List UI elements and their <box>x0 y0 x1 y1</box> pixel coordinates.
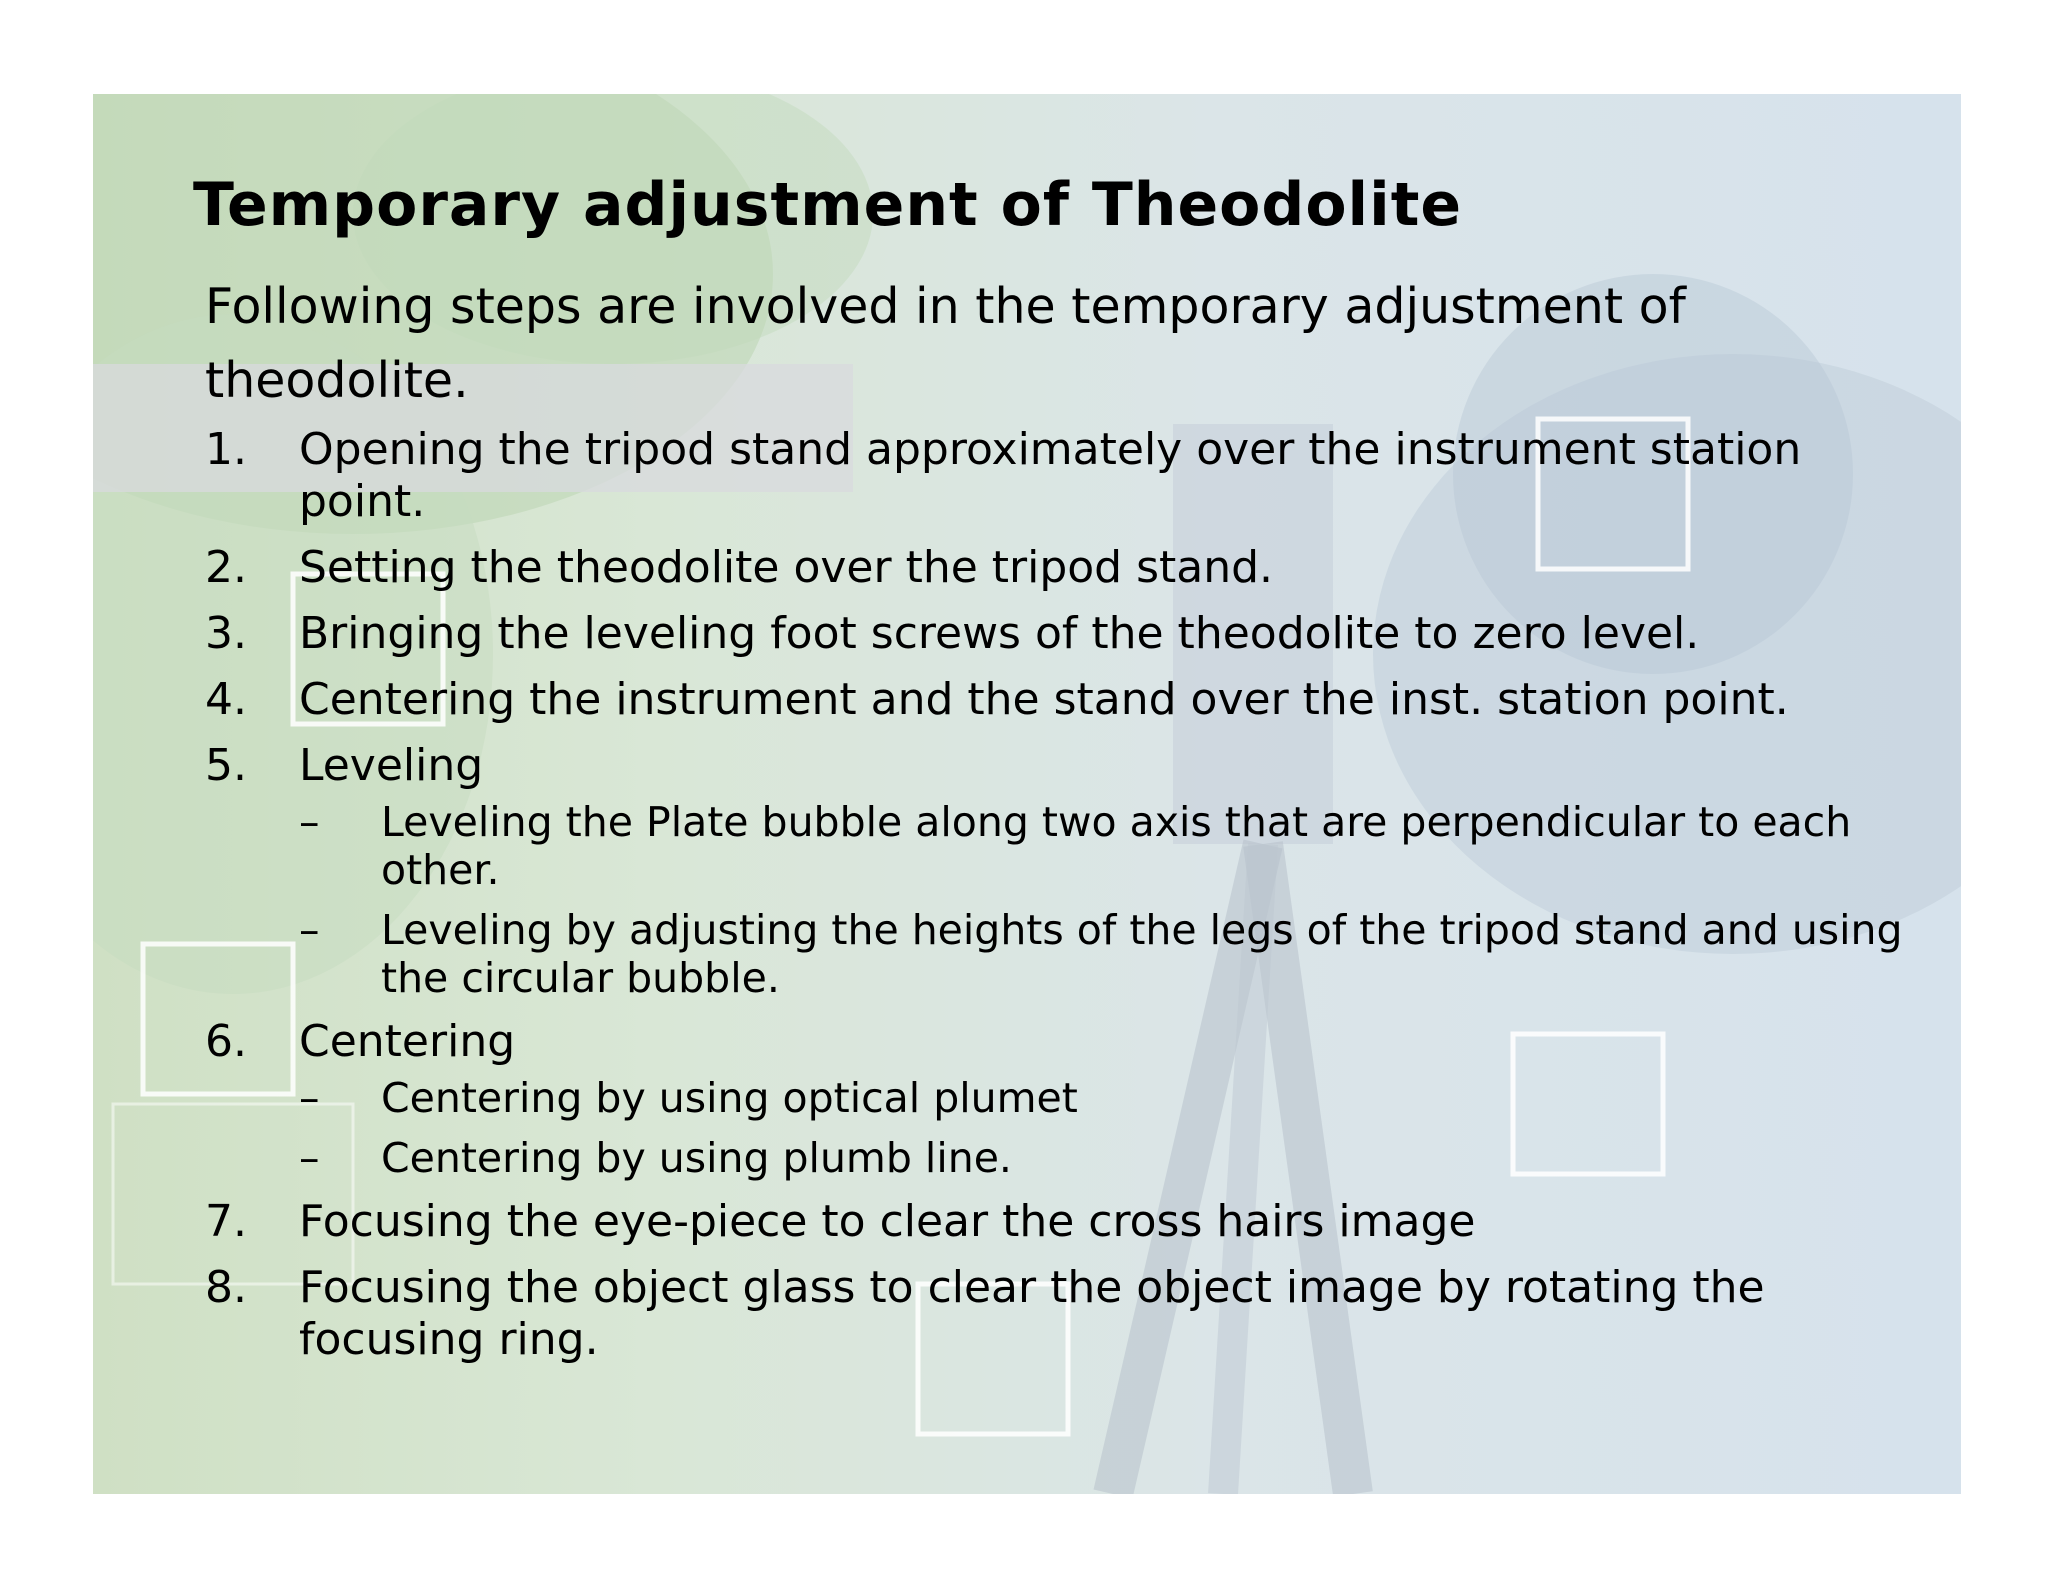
substep-text: Leveling by adjusting the heights of the legs of the tripod stand and using the circular bubble. <box>381 906 1903 1002</box>
intro-text: Following steps are involved in the temporary adjustment of theodolite. <box>205 278 1686 409</box>
list-item-step-1 <box>205 424 1925 528</box>
list-item-substep <box>299 798 1925 894</box>
list-item-step-6 <box>205 1016 1925 1182</box>
list-item-step-7 <box>205 1196 1925 1248</box>
slide-title: Temporary adjustment of Theodolite <box>193 170 1463 240</box>
substep-text: Centering by using optical plumet <box>381 1074 1078 1122</box>
step-text: Leveling <box>299 740 484 791</box>
list-item-step-5 <box>205 740 1925 1002</box>
substep-text: Centering by using plumb line. <box>381 1134 1012 1182</box>
step-text: Centering <box>299 1016 516 1067</box>
list-item-substep <box>299 906 1925 1002</box>
list-item-step-2 <box>205 542 1925 594</box>
list-item-step-8 <box>205 1262 1925 1366</box>
step-number: 4. <box>205 674 247 725</box>
step-text: Focusing the object glass to clear the object image by rotating the focusing ring. <box>299 1262 1765 1365</box>
step-number: 7. <box>205 1196 247 1247</box>
step-number: 3. <box>205 608 247 659</box>
step-number: 5. <box>205 740 247 791</box>
sub-list <box>299 1074 1925 1182</box>
list-item-substep <box>299 1134 1925 1182</box>
step-text: Setting the theodolite over the tripod stand. <box>299 542 1274 593</box>
list-item-step-3 <box>205 608 1925 660</box>
step-number: 2. <box>205 542 247 593</box>
step-number: 1. <box>205 424 247 475</box>
step-text: Bringing the leveling foot screws of the theodolite to zero level. <box>299 608 1700 659</box>
dash-bullet: – <box>299 1134 320 1182</box>
sub-list <box>299 798 1925 1002</box>
dash-bullet: – <box>299 798 320 846</box>
steps-list <box>205 424 1925 1380</box>
dash-bullet: – <box>299 906 320 954</box>
step-text: Focusing the eye-piece to clear the cross hairs image <box>299 1196 1476 1247</box>
substep-text: Leveling the Plate bubble along two axis that are perpendicular to each other. <box>381 798 1852 894</box>
dash-bullet: – <box>299 1074 320 1122</box>
step-number: 6. <box>205 1016 247 1067</box>
step-text: Centering the instrument and the stand over the inst. station point. <box>299 674 1789 725</box>
step-number: 8. <box>205 1262 247 1313</box>
step-text: Opening the tripod stand approximately over the instrument station point. <box>299 424 1802 527</box>
slide <box>93 94 1961 1494</box>
list-item-step-4 <box>205 674 1925 726</box>
list-item-substep <box>299 1074 1925 1122</box>
